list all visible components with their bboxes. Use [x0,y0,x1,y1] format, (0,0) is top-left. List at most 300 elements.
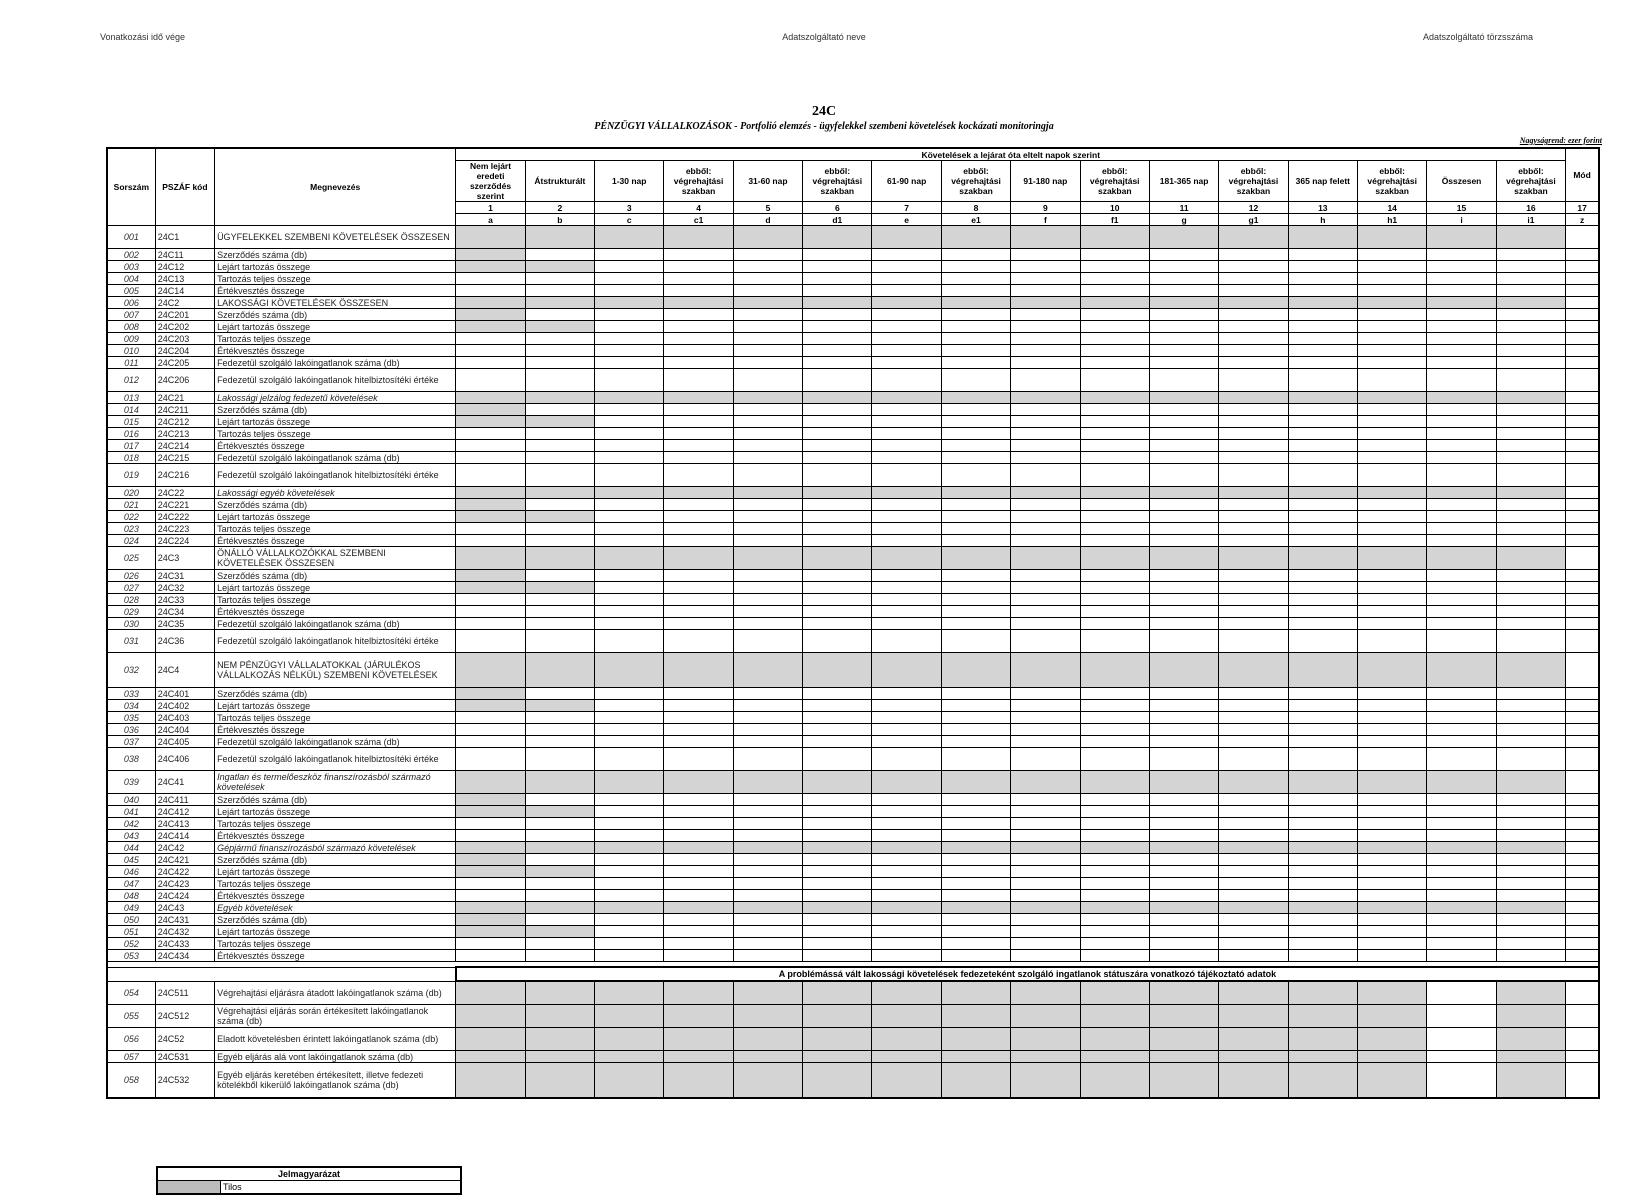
value-cell[interactable] [525,499,594,511]
value-cell[interactable] [1011,878,1080,890]
value-cell[interactable] [1496,1005,1565,1028]
value-cell[interactable] [456,618,525,630]
value-cell[interactable] [803,249,872,261]
value-cell[interactable] [1149,261,1218,273]
value-cell[interactable] [1358,333,1427,345]
value-cell[interactable] [456,736,525,748]
value-cell[interactable] [525,226,594,249]
value-cell[interactable] [1427,854,1496,866]
value-cell[interactable] [733,392,802,404]
value-cell[interactable] [1149,404,1218,416]
value-cell[interactable] [733,878,802,890]
value-cell[interactable] [1358,653,1427,688]
value-cell[interactable] [941,842,1010,854]
mod-cell[interactable] [1566,926,1599,938]
value-cell[interactable] [803,938,872,950]
value-cell[interactable] [664,1051,733,1063]
value-cell[interactable] [733,297,802,309]
value-cell[interactable] [803,688,872,700]
value-cell[interactable] [456,511,525,523]
value-cell[interactable] [803,440,872,452]
mod-cell[interactable] [1566,452,1599,464]
value-cell[interactable] [456,1051,525,1063]
value-cell[interactable] [1011,618,1080,630]
value-cell[interactable] [595,736,664,748]
value-cell[interactable] [941,688,1010,700]
value-cell[interactable] [941,511,1010,523]
value-cell[interactable] [941,700,1010,712]
mod-cell[interactable] [1566,771,1599,794]
value-cell[interactable] [1288,1005,1357,1028]
value-cell[interactable] [1219,582,1288,594]
value-cell[interactable] [595,309,664,321]
value-cell[interactable] [941,535,1010,547]
value-cell[interactable] [456,345,525,357]
value-cell[interactable] [595,854,664,866]
value-cell[interactable] [1427,404,1496,416]
value-cell[interactable] [1496,736,1565,748]
value-cell[interactable] [1080,653,1149,688]
value-cell[interactable] [456,273,525,285]
value-cell[interactable] [1496,297,1565,309]
value-cell[interactable] [1288,452,1357,464]
value-cell[interactable] [456,570,525,582]
value-cell[interactable] [1080,866,1149,878]
value-cell[interactable] [1496,818,1565,830]
value-cell[interactable] [872,345,941,357]
mod-cell[interactable] [1566,806,1599,818]
value-cell[interactable] [1427,748,1496,771]
value-cell[interactable] [1149,523,1218,535]
value-cell[interactable] [664,547,733,570]
value-cell[interactable] [1427,416,1496,428]
value-cell[interactable] [1427,261,1496,273]
value-cell[interactable] [1011,736,1080,748]
value-cell[interactable] [595,357,664,369]
value-cell[interactable] [664,297,733,309]
mod-cell[interactable] [1566,688,1599,700]
value-cell[interactable] [803,428,872,440]
value-cell[interactable] [456,499,525,511]
value-cell[interactable] [872,416,941,428]
value-cell[interactable] [595,1028,664,1051]
value-cell[interactable] [1427,547,1496,570]
value-cell[interactable] [664,950,733,962]
mod-cell[interactable] [1566,333,1599,345]
value-cell[interactable] [595,981,664,1005]
value-cell[interactable] [1080,273,1149,285]
value-cell[interactable] [1427,866,1496,878]
value-cell[interactable] [1427,926,1496,938]
value-cell[interactable] [872,1005,941,1028]
value-cell[interactable] [595,618,664,630]
value-cell[interactable] [1080,297,1149,309]
value-cell[interactable] [1219,309,1288,321]
value-cell[interactable] [456,854,525,866]
value-cell[interactable] [1149,830,1218,842]
value-cell[interactable] [803,630,872,653]
value-cell[interactable] [733,794,802,806]
value-cell[interactable] [1219,547,1288,570]
value-cell[interactable] [1219,748,1288,771]
value-cell[interactable] [1219,842,1288,854]
value-cell[interactable] [595,890,664,902]
value-cell[interactable] [1149,981,1218,1005]
value-cell[interactable] [1149,902,1218,914]
value-cell[interactable] [525,653,594,688]
value-cell[interactable] [1149,806,1218,818]
value-cell[interactable] [1427,630,1496,653]
value-cell[interactable] [1219,830,1288,842]
value-cell[interactable] [1149,914,1218,926]
value-cell[interactable] [941,854,1010,866]
value-cell[interactable] [664,771,733,794]
value-cell[interactable] [1288,464,1357,487]
value-cell[interactable] [664,712,733,724]
value-cell[interactable] [941,794,1010,806]
value-cell[interactable] [1011,582,1080,594]
value-cell[interactable] [1149,440,1218,452]
value-cell[interactable] [664,499,733,511]
value-cell[interactable] [803,547,872,570]
value-cell[interactable] [595,523,664,535]
value-cell[interactable] [1149,321,1218,333]
value-cell[interactable] [1011,440,1080,452]
value-cell[interactable] [1288,938,1357,950]
value-cell[interactable] [595,878,664,890]
value-cell[interactable] [1080,981,1149,1005]
value-cell[interactable] [525,321,594,333]
value-cell[interactable] [1427,914,1496,926]
value-cell[interactable] [872,570,941,582]
value-cell[interactable] [1149,285,1218,297]
value-cell[interactable] [664,333,733,345]
value-cell[interactable] [525,938,594,950]
value-cell[interactable] [733,487,802,499]
mod-cell[interactable] [1566,309,1599,321]
value-cell[interactable] [803,806,872,818]
value-cell[interactable] [733,523,802,535]
mod-cell[interactable] [1566,321,1599,333]
value-cell[interactable] [1080,582,1149,594]
mod-cell[interactable] [1566,392,1599,404]
value-cell[interactable] [872,511,941,523]
value-cell[interactable] [595,938,664,950]
value-cell[interactable] [1080,806,1149,818]
value-cell[interactable] [1011,535,1080,547]
value-cell[interactable] [1219,771,1288,794]
value-cell[interactable] [525,854,594,866]
value-cell[interactable] [1358,854,1427,866]
value-cell[interactable] [1080,1028,1149,1051]
value-cell[interactable] [1149,416,1218,428]
value-cell[interactable] [1011,630,1080,653]
value-cell[interactable] [1149,866,1218,878]
value-cell[interactable] [664,688,733,700]
value-cell[interactable] [1358,712,1427,724]
value-cell[interactable] [456,452,525,464]
value-cell[interactable] [1427,830,1496,842]
value-cell[interactable] [733,547,802,570]
value-cell[interactable] [1219,981,1288,1005]
value-cell[interactable] [803,1005,872,1028]
value-cell[interactable] [1427,1005,1496,1028]
value-cell[interactable] [1288,794,1357,806]
value-cell[interactable] [595,866,664,878]
value-cell[interactable] [1149,464,1218,487]
value-cell[interactable] [1288,392,1357,404]
value-cell[interactable] [733,748,802,771]
value-cell[interactable] [941,570,1010,582]
value-cell[interactable] [803,345,872,357]
value-cell[interactable] [733,511,802,523]
value-cell[interactable] [456,321,525,333]
value-cell[interactable] [1427,771,1496,794]
value-cell[interactable] [941,866,1010,878]
value-cell[interactable] [872,606,941,618]
value-cell[interactable] [733,902,802,914]
value-cell[interactable] [1149,226,1218,249]
value-cell[interactable] [1496,914,1565,926]
value-cell[interactable] [733,866,802,878]
value-cell[interactable] [1149,688,1218,700]
value-cell[interactable] [1358,416,1427,428]
value-cell[interactable] [941,392,1010,404]
value-cell[interactable] [1496,452,1565,464]
value-cell[interactable] [1219,464,1288,487]
value-cell[interactable] [1219,1005,1288,1028]
value-cell[interactable] [1427,653,1496,688]
value-cell[interactable] [803,981,872,1005]
value-cell[interactable] [1496,285,1565,297]
value-cell[interactable] [941,938,1010,950]
value-cell[interactable] [664,594,733,606]
value-cell[interactable] [941,321,1010,333]
value-cell[interactable] [525,736,594,748]
value-cell[interactable] [1427,523,1496,535]
value-cell[interactable] [872,297,941,309]
mod-cell[interactable] [1566,890,1599,902]
value-cell[interactable] [1011,1051,1080,1063]
value-cell[interactable] [1080,570,1149,582]
value-cell[interactable] [803,273,872,285]
value-cell[interactable] [872,724,941,736]
value-cell[interactable] [664,535,733,547]
value-cell[interactable] [941,618,1010,630]
value-cell[interactable] [1427,712,1496,724]
value-cell[interactable] [941,771,1010,794]
value-cell[interactable] [456,226,525,249]
value-cell[interactable] [1149,854,1218,866]
value-cell[interactable] [664,404,733,416]
value-cell[interactable] [595,297,664,309]
value-cell[interactable] [1149,1051,1218,1063]
value-cell[interactable] [525,464,594,487]
value-cell[interactable] [1288,416,1357,428]
value-cell[interactable] [941,309,1010,321]
value-cell[interactable] [525,842,594,854]
value-cell[interactable] [1080,830,1149,842]
value-cell[interactable] [1288,606,1357,618]
value-cell[interactable] [525,630,594,653]
value-cell[interactable] [1358,321,1427,333]
value-cell[interactable] [1011,392,1080,404]
value-cell[interactable] [733,369,802,392]
value-cell[interactable] [803,404,872,416]
value-cell[interactable] [1149,511,1218,523]
value-cell[interactable] [1496,1051,1565,1063]
value-cell[interactable] [1358,261,1427,273]
value-cell[interactable] [1427,321,1496,333]
value-cell[interactable] [1219,321,1288,333]
value-cell[interactable] [1219,594,1288,606]
value-cell[interactable] [456,428,525,440]
value-cell[interactable] [664,511,733,523]
value-cell[interactable] [1496,226,1565,249]
value-cell[interactable] [1288,878,1357,890]
value-cell[interactable] [1496,842,1565,854]
value-cell[interactable] [1149,369,1218,392]
value-cell[interactable] [1219,428,1288,440]
value-cell[interactable] [595,950,664,962]
value-cell[interactable] [1358,428,1427,440]
value-cell[interactable] [1011,938,1080,950]
value-cell[interactable] [1011,866,1080,878]
value-cell[interactable] [1358,523,1427,535]
value-cell[interactable] [456,582,525,594]
value-cell[interactable] [664,938,733,950]
value-cell[interactable] [1288,866,1357,878]
value-cell[interactable] [1358,736,1427,748]
value-cell[interactable] [595,285,664,297]
value-cell[interactable] [1288,273,1357,285]
value-cell[interactable] [1496,487,1565,499]
value-cell[interactable] [664,357,733,369]
value-cell[interactable] [941,878,1010,890]
value-cell[interactable] [872,285,941,297]
value-cell[interactable] [1496,866,1565,878]
value-cell[interactable] [456,830,525,842]
value-cell[interactable] [1080,606,1149,618]
value-cell[interactable] [803,914,872,926]
value-cell[interactable] [941,830,1010,842]
value-cell[interactable] [941,273,1010,285]
value-cell[interactable] [1288,570,1357,582]
value-cell[interactable] [1496,794,1565,806]
value-cell[interactable] [664,285,733,297]
value-cell[interactable] [1496,926,1565,938]
value-cell[interactable] [1358,570,1427,582]
value-cell[interactable] [803,1063,872,1099]
value-cell[interactable] [872,842,941,854]
value-cell[interactable] [1358,630,1427,653]
value-cell[interactable] [1080,630,1149,653]
value-cell[interactable] [1288,345,1357,357]
value-cell[interactable] [525,902,594,914]
value-cell[interactable] [1219,404,1288,416]
value-cell[interactable] [595,333,664,345]
value-cell[interactable] [1149,1005,1218,1028]
value-cell[interactable] [733,226,802,249]
value-cell[interactable] [733,261,802,273]
value-cell[interactable] [1080,854,1149,866]
value-cell[interactable] [456,700,525,712]
value-cell[interactable] [1288,842,1357,854]
value-cell[interactable] [1219,249,1288,261]
value-cell[interactable] [1496,499,1565,511]
value-cell[interactable] [803,226,872,249]
value-cell[interactable] [1288,309,1357,321]
value-cell[interactable] [1149,594,1218,606]
value-cell[interactable] [456,981,525,1005]
value-cell[interactable] [1149,878,1218,890]
value-cell[interactable] [1358,440,1427,452]
value-cell[interactable] [1288,724,1357,736]
value-cell[interactable] [1288,854,1357,866]
value-cell[interactable] [1011,712,1080,724]
value-cell[interactable] [733,464,802,487]
value-cell[interactable] [456,416,525,428]
value-cell[interactable] [803,618,872,630]
value-cell[interactable] [872,748,941,771]
value-cell[interactable] [803,261,872,273]
value-cell[interactable] [872,547,941,570]
value-cell[interactable] [1149,249,1218,261]
value-cell[interactable] [1496,878,1565,890]
mod-cell[interactable] [1566,261,1599,273]
value-cell[interactable] [1011,428,1080,440]
value-cell[interactable] [1080,1063,1149,1099]
value-cell[interactable] [1288,226,1357,249]
value-cell[interactable] [456,309,525,321]
value-cell[interactable] [595,416,664,428]
value-cell[interactable] [803,535,872,547]
value-cell[interactable] [1011,926,1080,938]
value-cell[interactable] [1219,570,1288,582]
mod-cell[interactable] [1566,950,1599,962]
value-cell[interactable] [1288,582,1357,594]
value-cell[interactable] [595,1005,664,1028]
value-cell[interactable] [664,981,733,1005]
value-cell[interactable] [1427,452,1496,464]
value-cell[interactable] [941,582,1010,594]
value-cell[interactable] [1219,938,1288,950]
value-cell[interactable] [595,842,664,854]
value-cell[interactable] [664,606,733,618]
value-cell[interactable] [1080,261,1149,273]
value-cell[interactable] [595,345,664,357]
mod-cell[interactable] [1566,736,1599,748]
value-cell[interactable] [1011,404,1080,416]
value-cell[interactable] [733,1005,802,1028]
value-cell[interactable] [456,547,525,570]
value-cell[interactable] [1358,938,1427,950]
value-cell[interactable] [664,392,733,404]
value-cell[interactable] [1427,392,1496,404]
value-cell[interactable] [872,333,941,345]
value-cell[interactable] [1011,1063,1080,1099]
value-cell[interactable] [456,249,525,261]
value-cell[interactable] [1080,285,1149,297]
value-cell[interactable] [941,297,1010,309]
value-cell[interactable] [1080,914,1149,926]
value-cell[interactable] [1496,523,1565,535]
value-cell[interactable] [1080,1005,1149,1028]
value-cell[interactable] [1427,570,1496,582]
value-cell[interactable] [1427,1063,1496,1099]
value-cell[interactable] [1496,309,1565,321]
value-cell[interactable] [1358,547,1427,570]
